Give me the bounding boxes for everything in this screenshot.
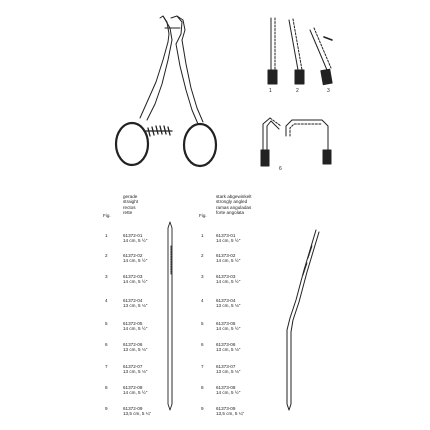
table-row <box>123 364 147 375</box>
row-index: 5 <box>105 321 108 326</box>
catalog-code: 61373-05 <box>216 321 236 326</box>
row-index: 3 <box>105 274 108 279</box>
catalog-code: 61372-09 <box>123 406 143 411</box>
row-index: 5 <box>201 321 204 326</box>
clamp-jaws <box>160 16 185 44</box>
straight-jaw-drawing <box>168 222 172 410</box>
row-index: 1 <box>201 233 204 238</box>
table-row <box>123 321 147 332</box>
size: 13,5 cm, 5 ¼" <box>123 411 152 417</box>
angled-jaw-drawing <box>287 230 319 410</box>
row-index: 4 <box>105 298 108 303</box>
catalog-code: 61373-02 <box>216 253 236 258</box>
catalog-code: 61373-07 <box>216 364 236 369</box>
table-row <box>123 233 147 244</box>
detail-label-2: 2 <box>296 88 299 94</box>
table-row <box>123 406 151 417</box>
header-line-it: forte angolata <box>216 210 245 216</box>
table-row <box>216 233 240 244</box>
table-row <box>216 298 240 309</box>
left-table-header <box>123 194 138 216</box>
header-line-es: rectos <box>123 204 136 210</box>
jaw-detail-1 <box>268 18 277 84</box>
detail-label-3: 3 <box>327 88 330 94</box>
size: 14 cm, 5 ½" <box>216 326 241 332</box>
row-index: 9 <box>105 406 108 411</box>
size: 13 cm, 5 ⅛" <box>216 303 241 309</box>
size: 13 cm, 5 ⅛" <box>123 303 148 309</box>
row-index: 7 <box>201 364 204 369</box>
size: 14 cm, 5 ½" <box>216 390 241 396</box>
catalog-code: 61373-06 <box>216 342 236 347</box>
size: 14 cm, 5 ½" <box>123 326 148 332</box>
detail-label-1: 1 <box>269 88 272 94</box>
row-index: 3 <box>201 274 204 279</box>
size: 14 cm, 5 ½" <box>123 390 148 396</box>
left-finger-ring <box>116 123 148 165</box>
row-index: 2 <box>201 253 204 258</box>
size: 14 cm, 5 ½" <box>123 258 148 264</box>
row-index: 4 <box>201 298 204 303</box>
catalog-code: 61373-09 <box>216 406 236 411</box>
jaw-detail-3 <box>310 28 332 85</box>
left-fig-label: Fig. <box>103 213 111 218</box>
row-index: 6 <box>105 342 108 347</box>
row-index: 6 <box>201 342 204 347</box>
header-line-de: gerade <box>123 194 138 199</box>
catalog-code: 61372-06 <box>123 342 143 347</box>
size: 13 cm, 5 ⅛" <box>216 369 241 375</box>
size: 13 cm, 5 ⅛" <box>123 369 148 375</box>
clamp-ratchet <box>146 126 172 136</box>
table-row <box>216 274 240 285</box>
row-index: 8 <box>201 385 204 390</box>
jaw-detail-tip <box>324 37 332 40</box>
size: 14 cm, 5 ½" <box>216 258 241 264</box>
jaw-detail-angled-1 <box>261 118 281 166</box>
row-index: 8 <box>105 385 108 390</box>
table-row <box>216 253 240 264</box>
size: 14 cm, 5 ½" <box>123 238 148 244</box>
detail-label-6: 6 <box>279 166 282 172</box>
catalog-code: 61372-07 <box>123 364 143 369</box>
row-index: 7 <box>105 364 108 369</box>
row-index: 9 <box>201 406 204 411</box>
right-table-header <box>216 194 252 216</box>
catalog-code: 61372-04 <box>123 298 143 303</box>
catalog-code: 61373-01 <box>216 233 236 238</box>
table-row <box>216 385 240 396</box>
catalog-code: 61372-03 <box>123 274 143 279</box>
size: 14 cm, 5 ½" <box>123 279 148 285</box>
table-row <box>216 364 240 375</box>
table-row <box>123 385 147 396</box>
catalog-code: 61373-03 <box>216 274 236 279</box>
size: 14 cm, 5 ½" <box>216 238 241 244</box>
clamp-shanks <box>140 40 203 124</box>
catalog-code: 61373-04 <box>216 298 236 303</box>
row-index: 2 <box>105 253 108 258</box>
catalog-code: 61372-08 <box>123 385 143 390</box>
catalog-code: 61372-05 <box>123 321 143 326</box>
catalog-code: 61373-08 <box>216 385 236 390</box>
right-finger-ring <box>184 124 216 166</box>
table-row <box>216 342 240 353</box>
header-line-en: strongly angled <box>216 199 248 205</box>
size: 14 cm, 5 ½" <box>216 279 241 285</box>
catalog-code: 61372-01 <box>123 233 143 238</box>
table-row <box>123 342 147 353</box>
table-row <box>123 298 147 309</box>
size: 13 cm, 5 ⅛" <box>216 347 241 353</box>
jaw-detail-angled-2 <box>286 120 331 164</box>
jaw-detail-2 <box>289 19 304 84</box>
header-line-en: straight <box>123 199 139 205</box>
row-index: 1 <box>105 233 108 238</box>
right-fig-label: Fig. <box>199 213 207 218</box>
catalog-code: 61372-02 <box>123 253 143 258</box>
table-row <box>216 406 244 417</box>
size: 13,5 cm, 5 ¼" <box>216 411 245 417</box>
size: 13 cm, 5 ⅛" <box>123 347 148 353</box>
table-row <box>123 274 147 285</box>
table-row <box>123 253 147 264</box>
header-line-it: rette <box>123 210 133 216</box>
table-row <box>216 321 240 332</box>
header-line-es: ramas anguladas <box>216 204 252 210</box>
header-line-de: stark abgewinkelt <box>216 194 252 199</box>
